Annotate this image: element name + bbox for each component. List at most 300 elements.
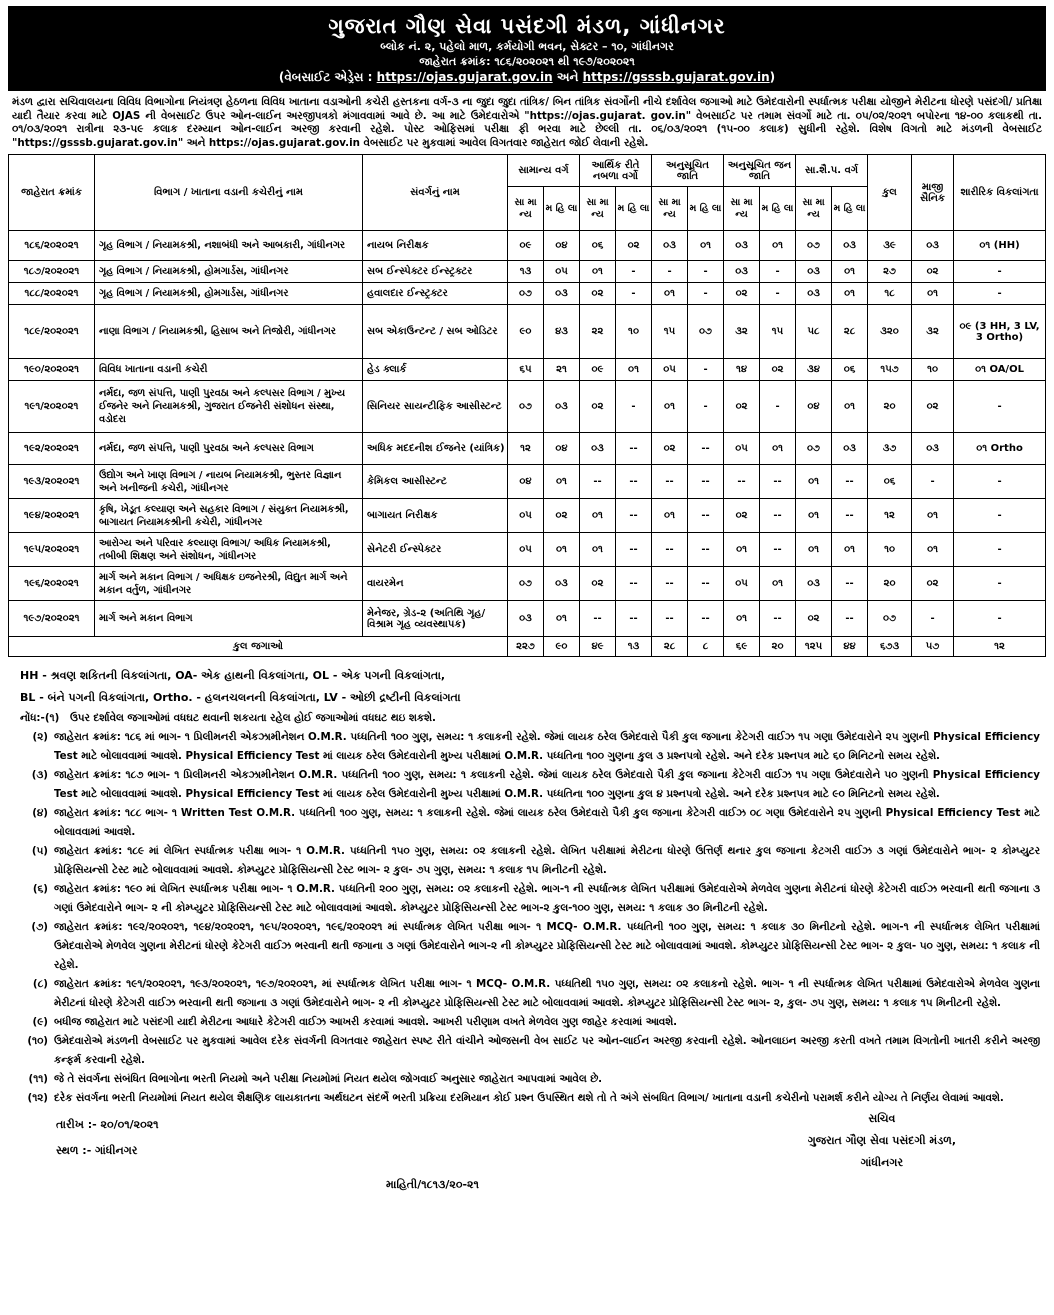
total-count: ૪૪ [832,637,868,657]
signatory-title: સચિવ [868,1112,896,1125]
vacancy-count: ૨૭ [868,261,912,283]
vacancy-count: ૦૧ [580,499,616,533]
note-number: (૨) [32,731,48,743]
advt-number: ૧૯૦/૨૦૨૦૨૧ [9,359,95,381]
vacancy-count: ૦૧ [796,533,832,567]
department-name: આરોગ્ય અને પરિવાર કલ્યાણ વિભાગ/ અધિક નિયામકશ્રી, તબીબી શિક્ષણ અને સંશોધન, ગાંધીનગર [95,533,363,567]
vacancy-count: ૦૬ [832,359,868,381]
vacancy-count: ૦૩ [912,231,954,261]
vacancy-count: -- [688,433,724,465]
vacancy-count: -- [652,601,688,637]
header-sc: અનુસૂચિત જાતિ [652,155,724,187]
vacancy-count: ૦૫ [652,359,688,381]
advt-number: ૧૯૨/૨૦૨૦૨૧ [9,433,95,465]
vacancy-count: -- [832,601,868,637]
vacancy-count: ૦૯ (3 HH, 3 LV, 3 Ortho) [954,305,1046,359]
vacancy-count: ૨૮ [832,305,868,359]
total-count: ૪૯ [580,637,616,657]
header-sc-female: મ હિ લા [688,187,724,231]
vacancy-count: ૦૪ [544,433,580,465]
vacancy-count: ૦૧ [724,533,760,567]
vacancy-count: ૦૫ [724,567,760,601]
note-text: ઉમેદવારોએ મંડળની વેબસાઈટ પર મુકવામાં આવેલ દરેક સંવર્ગની વિગતવાર જાહેરાત સ્પષ્ટ રીતે વાંચીને ઓજસની વેબ સાઈટ પર ઓન-લાઈન અરજી કરવાની રહેશે. ઓનલાઇન અરજી કરતી વખતે તમામ વિગતોની ખાતરી કરીને અરજી કન્ફર્મ કરવાની રહેશે. [54,1035,1040,1066]
vacancy-count: ૦૧ [652,381,688,433]
vacancy-count: ૦૪ [796,381,832,433]
header-st-female: મ હિ લા [760,187,796,231]
disability-legend [8,665,1046,709]
vacancy-count: ૦૪ [508,465,544,499]
info-reference: માહિતી/૧૮૧૩/૨૦-૨૧ [386,1178,479,1191]
department-name: વિવિધ ખાતાના વડાની કચેરી [95,359,363,381]
note-text: જાહેરાત ક્રમાંક: ૧૯૦ માં લેખિત સ્પર્ધાત્મક પરીક્ષા ભાગ- ૧ O.M.R. પધ્ધતિની ૨૦૦ ગુણ, સમય: ૦૨ કલાકની રહેશે. ભાગ-૧ ની સ્પર્ધાત્મક લેખિત પરીક્ષામાં ઉમેદવારોએ મેળવેલ ગુણના મેરીટનાં ધોરણે કેટેગરી વાઈઝ ભરવાની થતી જગાના ૩ ગણાં ઉમેદવારોને ભાગ- ૨ ની કોમ્પ્યુટર પ્રોફિસિયન્સી ટેસ્ટ માટે બોલાવવામાં આવશે. કોમ્પ્યુટર પ્રોફિસિયન્સી ટેસ્ટ ભાગ-૨ કુલ-૧૦૦ ગુણ, સમય: ૧ કલાક ૩૦ મિનીટની રહેશે. [54,883,1040,914]
vacancy-count: ૦૧ [580,533,616,567]
note-item [14,918,1040,975]
advt-number: ૧૯૩/૨૦૨૦૨૧ [9,465,95,499]
vacancy-count: ૨૨ [580,305,616,359]
header-dept: વિભાગ / ખાતાના વડાની કચેરીનું નામ [95,155,363,231]
vacancy-count: ૦૧ [912,533,954,567]
vacancy-count: -- [652,465,688,499]
vacancy-count: -- [688,567,724,601]
header-total: કુલ [868,155,912,231]
vacancy-count: -- [580,465,616,499]
note-text: ઉપર દર્શાવેલ જગાઓમાં વધઘટ થવાની શકયતા રહેલ હોઈ જગાઓમાં વધઘટ થઇ શકશે. [70,712,436,724]
note-text: બધીજ જાહેરાત માટે પસંદગી યાદી મેરીટના આધારે કેટેગરી વાઈઝ આખરી કરવામાં આવશે. આખરી પરીણામ વખતે મેળવેલ ગુણ જાહેર કરવામાં આવશે. [54,1016,678,1028]
vacancy-count: -- [688,465,724,499]
header-banner [8,6,1046,91]
board-title: ગુજરાત ગૌણ સેવા પસંદગી મંડળ, ગાંધીનગર [328,14,726,38]
department-name: કૃષિ, ખેડૂત કલ્યાણ અને સહકાર વિભાગ / સંયુક્ત નિયામકશ્રી, બાગાયત નિયામકશ્રીની કચેરી, ગાંધીનગર [95,499,363,533]
total-count: ૧૨૫ [796,637,832,657]
vacancy-count: - [954,283,1046,305]
vacancy-count: ૦૨ [580,283,616,305]
vacancy-count: ૦૭ [796,433,832,465]
table-row [9,381,1046,433]
total-label: કુલ જગાઓ [9,637,508,657]
note-number: (૯) [32,1016,48,1028]
intro-paragraph: મંડળ દ્વારા સચિવાલયના વિવિધ વિભાગોના નિયંત્રણ હેઠળના વિવિધ ખાતાના વડાઓની કચેરી હસ્તકના વર્ગ-૩ ના જુદા જુદા તાંત્રિક/ બિન તાંત્રિક સંવર્ગોની નીચે દર્શાવેલ જગાઓ માટે ઉમેદવારોની સ્પર્ધાત્મક પરીક્ષા યોજીને મેરીટના ધોરણે પસંદગી/ પ્રતિક્ષા યાદી તૈયાર કરવા માટે OJAS ની વેબસાઈટ ઉપર ઓન-લાઈન અરજીપત્રકો મંગાવવામાં આવે છે. આ માટે ઉમેદવારોએ "https://ojas.gujarat. gov.in" વેબસાઈટ પર તમામ સંવર્ગો માટે તા. ૦૫/૦૨/૨૦૨૧ બપોરના ૧૪-૦૦ કલાકથી તા. ૦૧/૦૩/૨૦૨૧ રાત્રીના ૨૩-૫૯ કલાક દરમ્યાન ઓન-લાઈન અરજી કરવાની રહેશે. પોસ્ટ ઓફિસમાં પરીક્ષા ફી ભરવા માટે છેલ્લી તા. ૦૬/૦૩/૨૦૨૧ (૧૫-૦૦ કલાક) સુધીની રહેશે. વિશેષ વિગતો માટે મંડળની વેબસાઈટ "https://gsssb.gujarat.gov.in" અને https://ojas.gujarat.gov.in વેબસાઈટ પર મુકવામાં આવેલ વિગતવાર જાહેરાત જોઈ લેવાની રહેશે. [12,96,1042,149]
table-row [9,231,1046,261]
vacancy-count: ૦૨ [724,283,760,305]
website-line [9,69,1045,86]
vacancy-count: -- [616,499,652,533]
department-name: ગૃહ વિભાગ / નિયામકશ્રી, નશાબંધી અને આબકારી, ગાંધીનગર [95,231,363,261]
vacancy-count: ૧૦ [616,305,652,359]
note-item [14,975,1040,1013]
vacancy-count: - [688,283,724,305]
note-number: (૩) [31,769,48,781]
vacancy-count: ૦૧ [652,283,688,305]
vacancy-count: ૦૧ [544,601,580,637]
table-row [9,261,1046,283]
note-item [14,1089,1040,1108]
advt-number: ૧૯૫/૨૦૨૦૨૧ [9,533,95,567]
vacancy-count: ૧૦ [912,359,954,381]
vacancy-count: -- [760,499,796,533]
post-name: સબ ઈન્સ્પેક્ટર ઈન્સ્ટ્રક્ટર [363,261,508,283]
advt-number: ૧૮૭/૨૦૨૦૨૧ [9,261,95,283]
vacancy-count: ૦૭ [688,305,724,359]
vacancy-count: -- [724,465,760,499]
total-count: ૫૭ [912,637,954,657]
note-text: જે તે સંવર્ગના સંબંધિત વિભાગોના ભરતી નિયમો અને પરીક્ષા નિયમોમાં નિયત થયેલ જોગવાઈ અનુસાર જાહેરાત આપવામાં આવેલ છે. [54,1073,603,1085]
note-text: જાહેરાત ક્રમાંક: ૧૮૬ માં ભાગ- ૧ પ્રિલીમનરી એકઝામીનેશન O.M.R. પધ્ધતિની ૧૦૦ ગુણ, સમય: ૧ કલાકની રહેશે. જેમાં લાયક ઠરેલ ઉમેદવારો પૈકી કુલ જગાના કેટેગરી વાઈઝ ૧૫ ગણા ઉમેદવારોને ૨૫ ગુણની Physical Efficiency Test માટે બોલાવવામાં આવશે. Physical Efficiency Test માં લાયક ઠરેલ ઉમેદવારોની મુખ્ય પરીક્ષામાં O.M.R. પધ્ધતિના ૧૦૦ ગુણના કુલ ૩ પ્રશ્નપત્રો રહેશે. અને દરેક પ્રશ્નપત્ર માટે ૬૦ મિનિટનો સમય રહેશે. [54,731,1040,762]
vacancy-count: ૩૨ [724,305,760,359]
vacancy-count: ૦૩ [832,433,868,465]
vacancy-count: ૦૨ [912,567,954,601]
issue-date: તારીખ :- ૨૦/૦૧/૨૦૨૧ [56,1118,159,1131]
vacancy-count: - [912,601,954,637]
vacancy-count: ૦૫ [508,499,544,533]
vacancy-count: ૦૩ [724,261,760,283]
vacancy-count: - [616,261,652,283]
note-text: જાહેરાત ક્રમાંક: ૧૯૧/૨૦૨૦૨૧, ૧૯૩/૨૦૨૦૨૧, ૧૯૭/૨૦૨૦૨૧, માં સ્પર્ધાત્મક લેખિત પરીક્ષા ભાગ- ૧ MCQ- O.M.R. પધ્ધતિથી ૧૫૦ ગુણ, સમય: ૦૨ કલાકનો રહેશે. ભાગ- ૧ ની સ્પર્ધાત્મક લેખિત પરીક્ષામાં ઉમેદવારોએ મેળવેલ ગુણના મેરીટનાં ધોરણે કેટેગરી વાઈઝ ભરવાની થતી જગાના ૩ ગણાં ઉમેદવારોને ભાગ- ૨ ની કોમ્પ્યુટર પ્રોફિસિયન્સી ટેસ્ટ માટે બોલાવવામાં આવશે. કોમ્પ્યુટર પ્રોફિસિયન્સી ટેસ્ટ ભાગ- ૨, કુલ- ૭૫ ગુણ, સમય: ૧ કલાક ૧૫ મિનીટની રહેશે. [54,978,1040,1009]
header-post: સંવર્ગનું નામ [363,155,508,231]
signatory-org: ગુજરાત ગૌણ સેવા પસંદગી મંડળ, [807,1134,956,1147]
vacancy-count: ૦૫ [724,433,760,465]
vacancy-count: - [688,359,724,381]
vacancy-count: -- [616,465,652,499]
department-name: નર્મદા, જળ સંપત્તિ, પાણી પુરવઠા અને કલ્પસર વિભાગ [95,433,363,465]
vacancy-count: ૪૩ [544,305,580,359]
vacancy-count: -- [832,499,868,533]
advt-number: ૧૮૯/૨૦૨૦૨૧ [9,305,95,359]
vacancy-count: ૦૧ [760,433,796,465]
post-name: સિનિયર સાયન્ટીફિક આસીસ્ટન્ટ [363,381,508,433]
vacancy-count: - [954,381,1046,433]
vacancy-count: ૧૫ [652,305,688,359]
header-sc-male: સા મા ન્ય [652,187,688,231]
note-number: (૬) [32,883,48,895]
vacancy-count: ૦૧ [796,465,832,499]
vacancy-count: ૧૨ [868,499,912,533]
header-ews: આર્થિક રીતે નબળા વર્ગો [580,155,652,187]
table-row [9,433,1046,465]
vacancy-count: ૦૯ [580,359,616,381]
vacancy-count: ૦૨ [652,433,688,465]
vacancy-count: ૦૩ [724,231,760,261]
vacancy-count: - [954,499,1046,533]
vacancy-count: ૦૧ [688,231,724,261]
advt-number: ૧૯૭/૨૦૨૦૨૧ [9,601,95,637]
post-name: સબ એકાઉન્ટન્ટ / સબ ઓડિટર [363,305,508,359]
department-name: ઉદ્યોગ અને ખાણ વિભાગ / નાયબ નિયામકશ્રી, ભુસ્તર વિજ્ઞાન અને ખનીજની કચેરી, ગાંધીનગર [95,465,363,499]
legend-line-1: HH - શ્રવણ શકિતની વિકલાંગતા, OA- એક હાથની વિકલાંગતા, OL - એક પગની વિકલાંગતા, [20,669,446,682]
header-ews-male: સા મા ન્ય [580,187,616,231]
vacancy-count: ૦૧ Ortho [954,433,1046,465]
vacancy-count: ૦૩ [796,283,832,305]
vacancy-count: ૦૭ [508,567,544,601]
vacancy-count: ૦૧ [912,499,954,533]
table-row [9,533,1046,567]
vacancy-count: ૩૨૦ [868,305,912,359]
vacancy-count: -- [616,533,652,567]
vacancy-count: - [954,601,1046,637]
website-and: અને [552,70,583,84]
vacancy-count: ૦૫ [544,261,580,283]
total-count: ૨૮ [652,637,688,657]
total-count: ૨૦ [760,637,796,657]
header-st: અનુસૂચિત જન જાતિ [724,155,796,187]
vacancy-count: ૦૧ OA/OL [954,359,1046,381]
vacancy-count: ૦૩ [652,231,688,261]
vacancy-count: ૦૧ [832,533,868,567]
department-name: ગૃહ વિભાગ / નિયામકશ્રી, હોમગાર્ડસ, ગાંધીનગર [95,261,363,283]
total-count: ૯૦ [544,637,580,657]
vacancy-count: ૦૧ [544,533,580,567]
post-name: સેનેટરી ઈન્સ્પેક્ટર [363,533,508,567]
vacancy-count: ૯૦ [508,305,544,359]
vacancy-count: ૩૨ [912,305,954,359]
vacancy-count: ૩૪ [796,359,832,381]
table-row [9,601,1046,637]
header-general: સામાન્ય વર્ગ [508,155,580,187]
note-text: જાહેરાત ક્રમાંક: ૧૮૯ માં લેખિત સ્પર્ધાત્મક પરીક્ષા ભાગ- ૧ O.M.R. પધ્ધતિની ૧૫૦ ગુણ, સમય: ૦૨ કલાકની રહેશે. લેખિત પરીક્ષામાં મેરીટના ધોરણે ઉત્તિર્ણ થનાર કુલ જગાના કેટગરી વાઈઝ ૩ ગણાં ઉમેદવારોને ભાગ- ૨ કોમ્પ્યુટર પ્રોફિસિયન્સી ટેસ્ટ માટે બોલાવવામાં આવશે. કોમ્પ્યુટર પ્રોફિસિયન્સી ટેસ્ટ ભાગ- ૨ કુલ- ૭૫ ગુણ, સમય: ૧ કલાક ૧૫ મિનીટની રહેશે. [54,845,1040,876]
vacancy-count: ૧૫૭ [868,359,912,381]
post-name: અધિક મદદનીશ ઈજનેર (યાંત્રિક) [363,433,508,465]
note-text: દરેક સંવર્ગના ભરતી નિયમોમાં નિયત થયેલ શૈક્ષણિક લાયકાતના અર્થઘટન સંદર્ભે ભરતી પ્રક્રિયા દરમિયાન કોઈ પ્રશ્ન ઉપસ્થિત થશે તો તે અંગે સંબધિત વિભાગ/ ખાતાના વડાની કચેરીનો પરામર્શ કરીને યોગ્ય તે નિર્ણય લેવામાં આવશે. [54,1092,1004,1104]
website-link-gsssb[interactable]: https://gsssb.gujarat.gov.in [582,70,770,84]
total-count: ૧૨ [954,637,1046,657]
note-item [14,880,1040,918]
vacancy-count: ૨૦ [868,381,912,433]
vacancy-count: ૧૫ [760,305,796,359]
vacancy-count: - [616,283,652,305]
note-item [14,709,1040,728]
total-count: ૬૯ [724,637,760,657]
vacancy-count: -- [688,533,724,567]
vacancy-count: ૦૨ [912,381,954,433]
vacancy-count: - [954,261,1046,283]
vacancy-count: - [760,261,796,283]
vacancy-count: ૦૫ [508,533,544,567]
post-name: બાગાયત નિરીક્ષક [363,499,508,533]
vacancy-count: -- [760,465,796,499]
vacancy-count: - [760,381,796,433]
department-name: માર્ગ અને મકાન વિભાગ / અધિક્ષક ઇજનેરશ્રી, વિદ્યુત માર્ગ અને મકાન વર્તુળ, ગાંધીનગર [95,567,363,601]
vacancy-count: - [688,381,724,433]
note-number: (૧૧) [28,1073,48,1085]
vacancy-count: -- [688,601,724,637]
vacancy-count: ૦૧ [652,499,688,533]
header-disability: શારીરિક વિકલાંગતા [954,155,1046,231]
vacancy-count: - [954,533,1046,567]
post-name: કેમિકલ આસીસ્ટન્ટ [363,465,508,499]
table-row [9,305,1046,359]
vacancy-count: -- [688,499,724,533]
vacancy-count: ૦૩ [796,567,832,601]
vacancy-count: -- [616,433,652,465]
vacancy-count: ૦૩ [912,433,954,465]
advt-number: ૧૯૧/૨૦૨૦૨૧ [9,381,95,433]
department-name: ગૃહ વિભાગ / નિયામકશ્રી, હોમગાર્ડસ, ગાંધીનગર [95,283,363,305]
vacancy-count: ૦૨ [912,261,954,283]
board-address: બ્લોક નં. ૨, પહેલો માળ, કર્મયોગી ભવન, સેક્ટર – ૧૦, ગાંધીનગર [380,40,674,53]
vacancy-count: ૧૦ [868,533,912,567]
signatory-place: ગાંધીનગર [860,1156,904,1169]
table-row [9,499,1046,533]
vacancy-count: ૨૦ [868,567,912,601]
note-text: જાહેરાત ક્રમાંક: ૧૮૮ ભાગ- ૧ Written Test O.M.R. પધ્ધતિની ૧૦૦ ગુણ, સમય: ૧ કલાકની રહેશે. જેમાં લાયક ઠરેલ ઉમેદવારો પૈકી કુલ જગાના કેટેગરી વાઈઝ ૦૮ ગણા ઉમેદવારોને ૨૫ ગુણની Physical Efficiency Test માટે બોલાવવામાં આવશે. [54,807,1040,838]
vacancy-count: ૩૯ [868,231,912,261]
note-item [14,842,1040,880]
vacancy-count: -- [832,465,868,499]
vacancy-count: ૦૭ [508,283,544,305]
header-sebc-female: મ હિ લા [832,187,868,231]
note-item [14,766,1040,804]
signature-block [808,1108,956,1174]
table-row [9,465,1046,499]
note-number: (૪) [32,807,48,819]
vacancy-count: ૧૮ [868,283,912,305]
vacancy-count: ૦૨ [616,231,652,261]
vacancy-count: ૦૩ [580,433,616,465]
vacancy-count: ૦૧ [544,465,580,499]
vacancy-count: ૦૧ (HH) [954,231,1046,261]
vacancy-count: -- [652,533,688,567]
header-sebc-male: સા મા ન્ય [796,187,832,231]
table-row [9,359,1046,381]
advt-number: ૧૯૬/૨૦૨૦૨૧ [9,567,95,601]
total-count: ૨૨૭ [508,637,544,657]
vacancy-count: ૦૩ [508,601,544,637]
header-general-female: મ હિ લા [544,187,580,231]
vacancy-count: ૦૧ [724,601,760,637]
vacancy-count: ૦૪ [544,231,580,261]
note-item [14,1013,1040,1032]
vacancy-count: ૦૭ [508,381,544,433]
vacancy-count: ૦૨ [724,499,760,533]
vacancy-count: ૦૧ [760,231,796,261]
vacancy-count: ૧૨ [508,433,544,465]
note-number: (૧૦) [27,1035,48,1047]
issue-place: સ્થળ :- ગાંધીનગર [56,1144,138,1157]
vacancy-count: ૦૬ [580,231,616,261]
table-row [9,283,1046,305]
vacancy-count: -- [580,601,616,637]
department-name: નાણા વિભાગ / નિયામકશ્રી, હિસાબ અને તિજોરી, ગાંધીનગર [95,305,363,359]
vacancy-count: ૦૬ [868,465,912,499]
note-item [14,728,1040,766]
total-count: ૬૭૩ [868,637,912,657]
post-name: વાયરમેન [363,567,508,601]
vacancy-count: - [616,381,652,433]
post-name: હેડ ક્લાર્ક [363,359,508,381]
vacancy-count: ૬૫ [508,359,544,381]
vacancy-count: ૦૨ [760,359,796,381]
website-link-ojas[interactable]: https://ojas.gujarat.gov.in [376,70,553,84]
department-name: માર્ગ અને મકાન વિભાગ [95,601,363,637]
note-text: જાહેરાત ક્રમાંક: ૧૮૭ ભાગ- ૧ પ્રિલીમનરી એકઝામીનેશન O.M.R. પધ્ધતિની ૧૦૦ ગુણ, સમય: ૧ કલાકની રહેશે. જેમાં લાયક ઠરેલ ઉમેદવારો પૈકી કુલ જગાના કેટેગરી વાઈઝ ૧૫ ગણા ઉમેદવારોને ૫૦ ગુણની Physical Efficiency Test માટે બોલાવવામાં આવશે. Physical Efficiency Test માં લાયક ઠરેલ ઉમેદવારોની મુખ્ય પરીક્ષામાં O.M.R. પધ્ધતિના ૧૦૦ ગુણના કુલ ૪ પ્રશ્નપત્રો રહેશે. અને દરેક પ્રશ્નપત્ર માટે ૯૦ મિનિટનો સમય રહેશે. [54,769,1040,800]
vacancy-count: ૦૯ [508,231,544,261]
vacancy-count: ૫૮ [796,305,832,359]
vacancy-count: ૦૨ [796,601,832,637]
vacancy-count: ૧૪ [724,359,760,381]
vacancy-count: ૦૧ [832,381,868,433]
vacancy-count: ૦૧ [832,283,868,305]
vacancy-count: - [954,465,1046,499]
vacancy-count: ૦૩ [544,567,580,601]
header-ex-serviceman: માજી સૈનિક [912,155,954,231]
vacancy-count: -- [760,601,796,637]
vacancy-count: ૦૧ [796,499,832,533]
vacancy-count: -- [760,533,796,567]
vacancy-count: ૦૨ [580,567,616,601]
vacancy-count: ૧૩ [508,261,544,283]
vacancy-count: -- [652,567,688,601]
vacancy-count: ૦૩ [832,231,868,261]
vacancy-count: -- [616,601,652,637]
total-count: ૧૩ [616,637,652,657]
post-name: હવાલદાર ઈન્સ્ટ્રક્ટર [363,283,508,305]
note-number: (૭) [31,921,48,933]
vacancy-count: ૦૧ [760,567,796,601]
total-row [9,637,1046,657]
vacancy-count: ૦૭ [796,231,832,261]
note-item [14,1032,1040,1070]
legend-line-2: BL - બંને પગની વિકલાંગતા, Ortho. - હલનચલનની વિકલાંગતા, LV - ઓછી દ્રષ્ટીની વિકલાંગતા [20,691,461,704]
advt-number: ૧૮૬/૨૦૨૦૨૧ [9,231,95,261]
vacancy-count: ૦૧ [616,359,652,381]
header-st-male: સા મા ન્ય [724,187,760,231]
vacancy-count: ૦૧ [580,261,616,283]
note-number: (૧૨) [27,1092,48,1104]
department-name: નર્મદા, જળ સંપત્તિ, પાણી પુરવઠા અને કલ્પસર વિભાગ / મુખ્ય ઈજનેર અને નિયામકશ્રી, ગુજરાત ઈજનેરી સંશોધન સંસ્થા, વડોદરા [95,381,363,433]
note-item [14,1070,1040,1089]
post-name: મેનેજર, ગ્રેડ-૨ (અતિથિ ગૃહ/ વિશ્રામ ગૃહ વ્યવસ્થાપક) [363,601,508,637]
vacancy-count: - [652,261,688,283]
vacancy-count: -- [616,567,652,601]
vacancy-count: ૦૨ [580,381,616,433]
advt-number: ૧૯૪/૨૦૨૦૨૧ [9,499,95,533]
vacancy-count: ૦૧ [912,283,954,305]
vacancy-count: -- [832,567,868,601]
vacancy-count: ૨૧ [544,359,580,381]
vacancy-count: ૦૨ [724,381,760,433]
vacancy-count: - [688,261,724,283]
header-ews-female: મ હિ લા [616,187,652,231]
total-count: ૮ [688,637,724,657]
footer [8,1108,1046,1194]
vacancy-table [8,154,1046,657]
vacancy-count: ૦૩ [544,283,580,305]
vacancy-count: - [760,283,796,305]
note-item [14,804,1040,842]
vacancy-count: ૦૩ [796,261,832,283]
vacancy-count: - [954,567,1046,601]
vacancy-count: ૩૭ [868,433,912,465]
vacancy-count: ૦૩ [544,381,580,433]
note-text: જાહેરાત ક્રમાંક: ૧૯૨/૨૦૨૦૨૧, ૧૯૪/૨૦૨૦૨૧, ૧૯૫/૨૦૨૦૨૧, ૧૯૬/૨૦૨૦૨૧ માં સ્પર્ધાત્મક લેખિત પરીક્ષા ભાગ- ૧ MCQ- O.M.R. પધ્ધતિની ૧૦૦ ગુણ, સમય: ૧ કલાક ૩૦ મિનીટનો રહેશે. ભાગ-૧ ની સ્પર્ધાત્મક લેખિત પરીક્ષામાં ઉમેદવારોએ મેળવેલ ગુણના મેરીટનાં ધોરણે કેટેગરી વાઈઝ ભરવાની થતી જગાના ૩ ગણાં ઉમેદવારોને ભાગ-૨ ની કોમ્પ્યુટર પ્રોફિસિયન્સી ટેસ્ટ માટે બોલાવવામાં આવશે. કોમ્પ્યુટર પ્રોફિસિયન્સી ટેસ્ટ ભાગ- ૨ કુલ- ૫૦ ગુણ, સમય: ૧ કલાક ની રહેશે. [54,921,1040,971]
post-name: નાયબ નિરીક્ષક [363,231,508,261]
header-general-male: સા મા ન્ય [508,187,544,231]
table-row [9,567,1046,601]
vacancy-count: ૦૭ [868,601,912,637]
website-suffix: ) [769,70,776,84]
vacancy-count: - [912,465,954,499]
advt-number: ૧૮૮/૨૦૨૦૨૧ [9,283,95,305]
note-number: (૮) [32,978,48,990]
vacancy-count: ૦૨ [544,499,580,533]
advertisement-range: જાહેરાત ક્રમાંક: ૧૮૬/૨૦૨૦૨૧ થી ૧૯૭/૨૦૨૦૨૧ [419,55,635,68]
vacancy-count: ૦૧ [832,261,868,283]
note-number: (૫) [31,845,48,857]
website-prefix: (વેબસાઈટ એડ્રેસ : [278,70,377,84]
note-number: નોંધ:-(૧) [20,712,60,724]
notes-section [8,709,1046,1108]
header-sebc: સા.શૈ.પ. વર્ગ [796,155,868,187]
header-advt: જાહેરાત ક્રમાંક [9,155,95,231]
